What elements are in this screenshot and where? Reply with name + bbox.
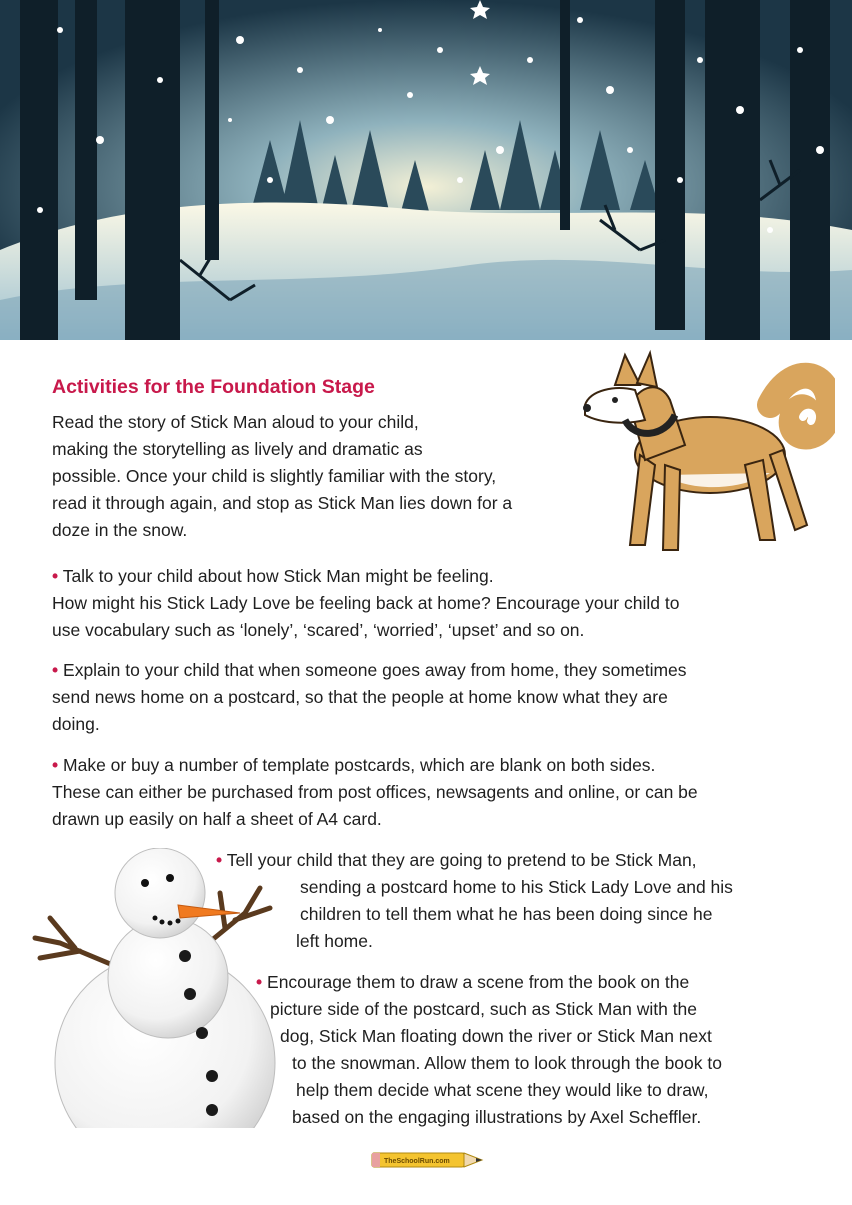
- dog-illustration: [545, 345, 835, 560]
- bullet-marker: •: [52, 755, 59, 775]
- bullet-line: These can either be purchased from post offices, newsagents and online, or can be: [52, 782, 698, 802]
- intro-line: possible. Once your child is slightly familiar with the story,: [52, 466, 497, 486]
- bullet-line: picture side of the postcard, such as Stick Man with the: [270, 999, 698, 1019]
- bullet-line: Explain to your child that when someone goes away from home, they sometimes: [63, 660, 687, 680]
- bullet-line: use vocabulary such as ‘lonely’, ‘scared’, ‘worried’, ‘upset’ and so on.: [52, 620, 585, 640]
- bullet-line: Make or buy a number of template postcards, which are blank on both sides.: [63, 755, 656, 775]
- pencil-logo-icon: [370, 1148, 485, 1172]
- bullet-line: Tell your child that they are going to pretend to be Stick Man,: [226, 850, 697, 870]
- bullet-line: dog, Stick Man floating down the river or Stick Man next: [280, 1026, 712, 1046]
- bullet-line: Encourage them to draw a scene from the book on the: [267, 972, 690, 992]
- bullet-line: based on the engaging illustrations by Axel Scheffler.: [292, 1107, 702, 1127]
- snowy-forest-illustration: [0, 0, 852, 340]
- bullet-line: doing.: [52, 714, 100, 734]
- bullet-marker: •: [256, 972, 263, 992]
- bullet-line: children to tell them what he has been doing since he: [300, 904, 713, 924]
- page-title: Activities for the Foundation Stage: [52, 376, 375, 398]
- bullet-marker: •: [52, 566, 59, 586]
- intro-line: making the storytelling as lively and dramatic as: [52, 439, 423, 459]
- snowman-illustration: [20, 848, 285, 1128]
- bullet-line: How might his Stick Lady Love be feeling back at home? Encourage your child to: [52, 593, 680, 613]
- bullet-line: help them decide what scene they would like to draw,: [296, 1080, 709, 1100]
- intro-line: doze in the snow.: [52, 520, 188, 540]
- intro-line: read it through again, and stop as Stick Man lies down for a: [52, 493, 513, 513]
- snowy-forest-banner: [0, 0, 852, 340]
- bullet-line: sending a postcard home to his Stick Lady Love and his: [300, 877, 733, 897]
- intro-line: Read the story of Stick Man aloud to your child,: [52, 412, 419, 432]
- bullet-line: drawn up easily on half a sheet of A4 card.: [52, 809, 382, 829]
- bullet-marker: •: [52, 660, 59, 680]
- bullet-marker: •: [216, 850, 223, 870]
- bullet-line: left home.: [296, 931, 373, 951]
- footer-logo-text: TheSchoolRun.com: [384, 1158, 450, 1165]
- bullet-line: to the snowman. Allow them to look through the book to: [292, 1053, 722, 1073]
- bullet-line: Talk to your child about how Stick Man might be feeling.: [62, 566, 494, 586]
- bullet-line: send news home on a postcard, so that the people at home know what they are: [52, 687, 668, 707]
